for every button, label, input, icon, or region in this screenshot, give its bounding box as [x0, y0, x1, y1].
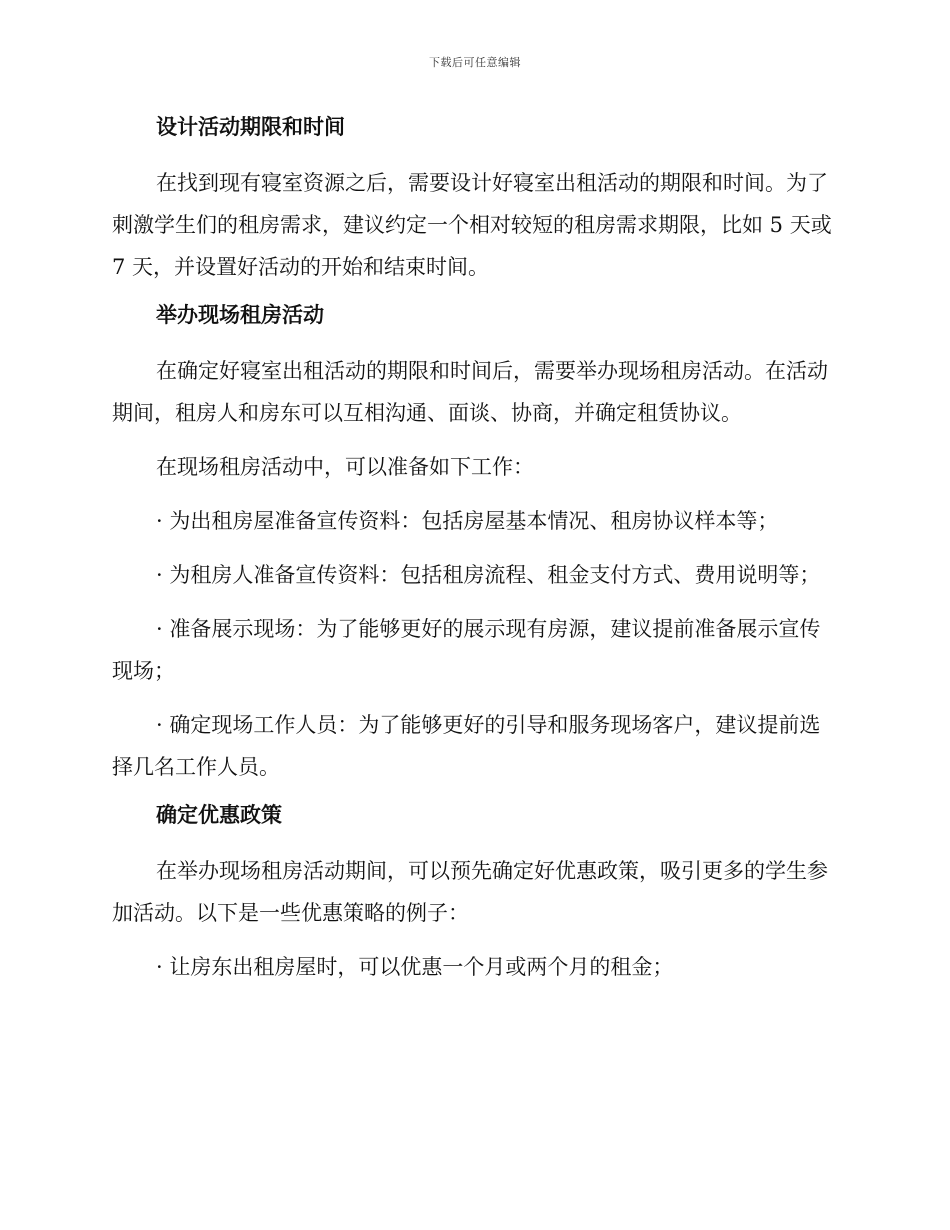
bullet-showcase-site: · 准备展示现场：为了能够更好的展示现有房源，建议提前准备展示宣传现场；: [112, 617, 821, 683]
section-heading-discount-policy: 确定优惠政策: [156, 802, 282, 827]
page-header: 下载后可任意编辑: [429, 56, 521, 69]
section-heading-onsite-event: 举办现场租房活动: [156, 302, 324, 327]
document-body: [112, 112, 834, 988]
paragraph-discount-policy: 在举办现场租房活动期间，可以预先确定好优惠政策，吸引更多的学生参加活动。以下是一些优惠策略的例子：: [112, 859, 828, 925]
paragraph-activity-period: 在找到现有寝室资源之后，需要设计好寝室出租活动的期限和时间。为了刺激学生们的租房需求，建议约定一个相对较短的租房需求期限，比如 5 天或 7 天，并设置好活动的开始和结束时间。: [112, 171, 832, 279]
paragraph-onsite-event: 在确定好寝室出租活动的期限和时间后，需要举办现场租房活动。在活动期间，租房人和房东可以互相沟通、面谈、协商，并确定租赁协议。: [112, 359, 828, 425]
section-heading-activity-period: 设计活动期限和时间: [156, 114, 345, 139]
bullet-onsite-staff: · 确定现场工作人员：为了能够更好的引导和服务现场客户，建议提前选择几名工作人员。: [112, 713, 821, 779]
bullet-tenant-materials: · 为租房人准备宣传资料：包括租房流程、租金支付方式、费用说明等；: [156, 563, 821, 587]
paragraph-onsite-prep-intro: 在现场租房活动中，可以准备如下工作：: [156, 455, 534, 479]
bullet-rent-discount: · 让房东出租房屋时，可以优惠一个月或两个月的租金；: [156, 955, 674, 979]
bullet-listing-materials: · 为出租房屋准备宣传资料：包括房屋基本情况、租房协议样本等；: [156, 509, 779, 533]
